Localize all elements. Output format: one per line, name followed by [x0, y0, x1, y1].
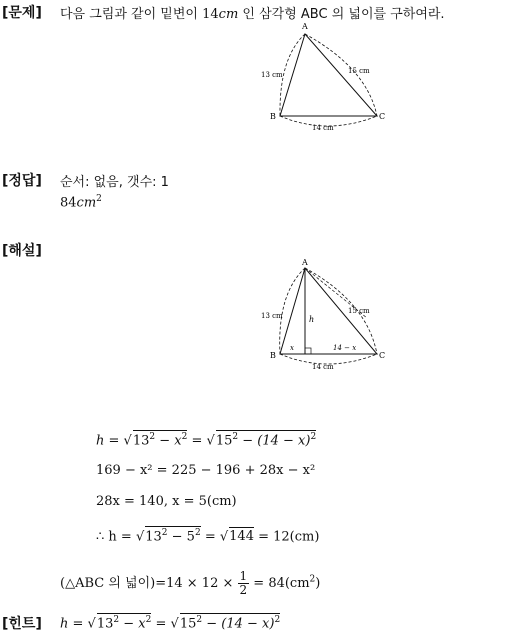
answer-meta: 순서: 없음, 갯수: 1: [60, 175, 169, 190]
label-ac: 15 cm: [348, 307, 370, 315]
hint-eq: $h = √13^2 - x^2 = √15^2 - (14 - x)^2$: [60, 615, 281, 632]
solution-eq-2: 169 − x² = 225 − 196 + 28x − x²: [96, 463, 316, 478]
label-bc: 14 cm: [312, 124, 334, 132]
hint-tag: [힌트]: [2, 616, 42, 632]
answer-value: $84cm^2$: [60, 194, 102, 211]
solution-eq-3: 28x = 140, x = 5(cm): [96, 494, 237, 509]
label-x: x: [290, 344, 294, 352]
problem-tag: [문제]: [2, 5, 42, 21]
label-bc: 14 cm: [312, 363, 334, 371]
label-b: B: [270, 351, 276, 360]
solution-eq-4: ∴ $h = √13^2 - 5^2 = √144 = 12(cm)$: [96, 528, 320, 545]
answer-tag: [정답]: [2, 173, 42, 189]
label-h: h: [309, 315, 315, 324]
label-a: A: [302, 22, 308, 31]
label-b: B: [270, 112, 276, 121]
label-a: A: [302, 258, 308, 267]
problem-text: 다음 그림과 같이 밑변이 14cm 인 삼각형 ABC 의 넓이를 구하여라.: [60, 7, 445, 22]
solution-triangle-figure: [255, 258, 395, 376]
label-c: C: [379, 351, 386, 360]
label-ab: 13 cm: [261, 312, 283, 320]
label-c: C: [379, 112, 386, 121]
label-ab: 13 cm: [261, 71, 283, 79]
problem-triangle-figure: [255, 18, 395, 136]
label-rest: 14 − x: [333, 344, 357, 352]
right-angle-mark: [305, 348, 311, 354]
solution-area: (△ABC 의 넓이)=14 × 12 × $\frac{1}{2}$ = $84(cm^2)$: [60, 569, 321, 597]
label-ac: 15 cm: [348, 67, 370, 75]
solution-tag: [해설]: [2, 243, 42, 259]
solution-eq-1: $h = √13^2 - x^2 = √15^2 - (14 - x)^2$: [96, 432, 317, 449]
